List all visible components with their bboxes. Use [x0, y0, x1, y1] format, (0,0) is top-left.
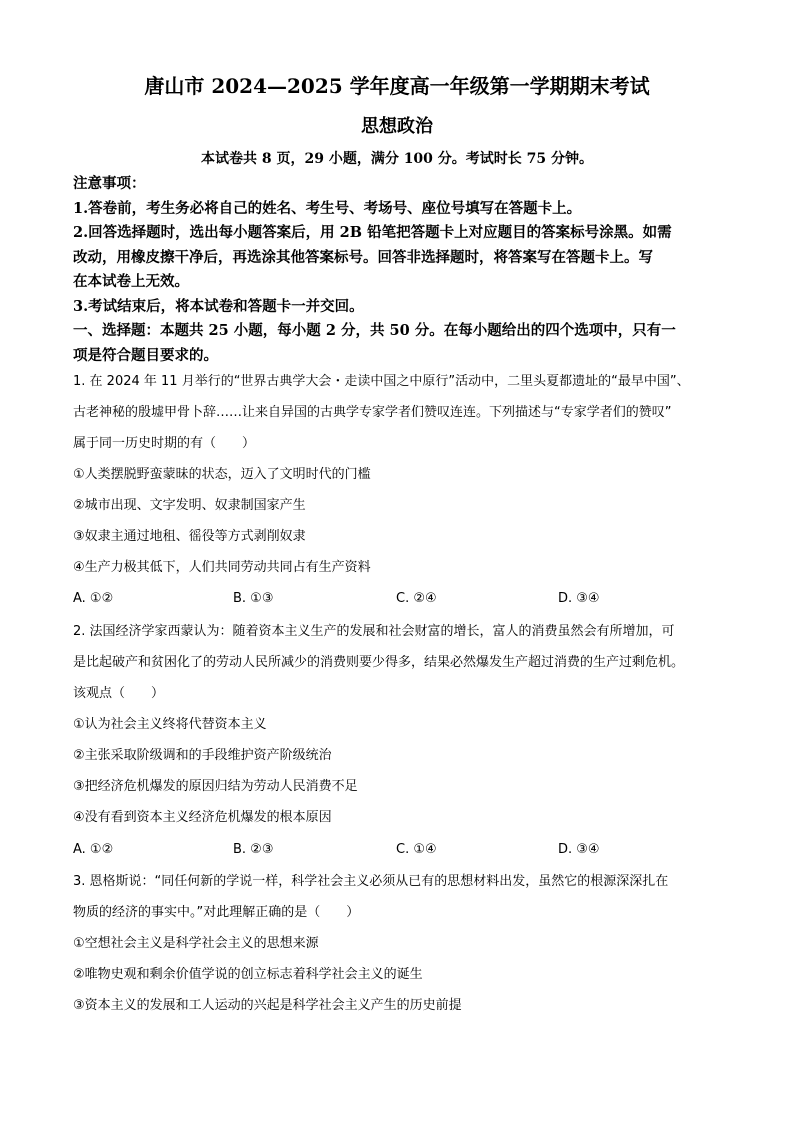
question-stem: 属于同一历史时期的有（ ）: [73, 436, 256, 451]
notice-line: 在本试卷上无效。: [73, 273, 189, 290]
option-c[interactable]: C. ②④: [396, 591, 437, 606]
option-a[interactable]: A. ①②: [73, 591, 114, 606]
notice-line: 3.考试结束后，将本试卷和答题卡一并交回。: [73, 297, 364, 315]
statement: ①人类摆脱野蛮蒙昧的状态，迈入了文明时代的门槛: [73, 467, 371, 482]
option-b[interactable]: B. ②③: [233, 842, 274, 857]
statement: ①认为社会主义终将代替资本主义: [73, 717, 267, 732]
exam-title: 唐山市 2024—2025 学年度高一年级第一学期期末考试: [144, 74, 650, 98]
question-1: [73, 366, 733, 583]
question-1-options: [73, 583, 733, 614]
option-d[interactable]: D. ③④: [558, 591, 600, 606]
option-d[interactable]: D. ③④: [558, 842, 600, 857]
question-stem: 3. 恩格斯说：“同任何新的学说一样，科学社会主义必须从已有的思想材料出发，虽然它的根源深深扎在: [73, 874, 669, 889]
section-heading: 一、选择题：本题共 25 小题，每小题 2 分，共 50 分。在每小题给出的四个选项中，只有一: [73, 322, 676, 339]
notice-line: 改动，用橡皮擦干净后，再选涂其他答案标号。回答非选择题时，将答案写在答题卡上。写: [73, 248, 653, 266]
section-heading: 项是符合题目要求的。: [73, 346, 218, 364]
question-3: [73, 866, 733, 1021]
question-2-options: [73, 834, 733, 865]
subject-title: 思想政治: [361, 116, 433, 137]
question-stem: 2. 法国经济学家西蒙认为：随着资本主义生产的发展和社会财富的增长，富人的消费虽然会有所增加，可: [73, 624, 675, 639]
statement: ③资本主义的发展和工人运动的兴起是科学社会主义产生的历史前提: [73, 998, 462, 1013]
statement: ②主张采取阶级调和的手段维护资产阶级统治: [73, 748, 332, 763]
option-c[interactable]: C. ①④: [396, 842, 437, 857]
notice-line: 1.答卷前，考生务必将自己的姓名、考生号、考场号、座位号填写在答题卡上。: [73, 199, 582, 217]
statement: ④没有看到资本主义经济危机爆发的根本原因: [73, 810, 332, 825]
statement: ②城市出现、文字发明、奴隶制国家产生: [73, 498, 306, 513]
statement: ③奴隶主通过地租、徭役等方式剥削奴隶: [73, 529, 306, 544]
exam-info: 本试卷共 8 页，29 小题，满分 100 分。考试时长 75 分钟。: [200, 151, 594, 167]
question-stem: 是比起破产和贫困化了的劳动人民所减少的消费则要少得多，结果必然爆发生产超过消费的生产过剩危机。: [73, 655, 685, 670]
question-stem: 该观点（ ）: [73, 686, 165, 701]
statement: ④生产力极其低下，人们共同劳动共同占有生产资料: [73, 560, 371, 575]
statement: ①空想社会主义是科学社会主义的思想来源: [73, 936, 319, 951]
notice-heading: 注意事项：: [73, 175, 146, 192]
statement: ②唯物史观和剩余价值学说的创立标志着科学社会主义的诞生: [73, 967, 423, 982]
option-a[interactable]: A. ①②: [73, 842, 114, 857]
statement: ③把经济危机爆发的原因归结为劳动人民消费不足: [73, 779, 358, 794]
question-2: [73, 616, 733, 833]
question-stem: 古老神秘的殷墟甲骨卜辞……让来自异国的古典学专家学者们赞叹连连。下列描述与“专家学者们的赞叹”: [73, 405, 672, 420]
notice-line: 2.回答选择题时，选出每小题答案后，用 2B 铅笔把答题卡上对应题目的答案标号涂黑。如需: [73, 224, 672, 241]
option-b[interactable]: B. ①③: [233, 591, 274, 606]
notice-block: [73, 172, 733, 368]
question-stem: 物质的经济的事实中。”对此理解正确的是（ ）: [73, 905, 360, 920]
question-stem: 1. 在 2024 年 11 月举行的“世界古典学大会・走读中国之中原行”活动中，二里头夏都遗址的“最早中国”、: [73, 374, 690, 389]
